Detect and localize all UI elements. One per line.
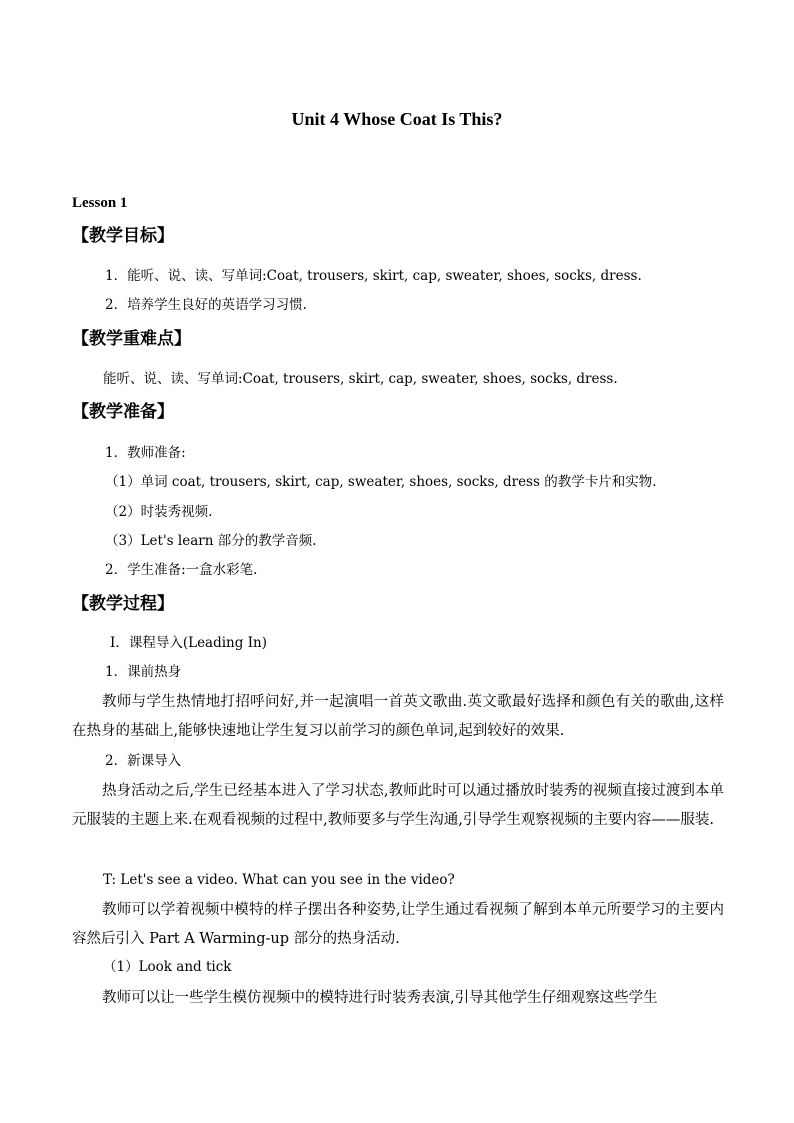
heading-preparation: 【教学准备】 <box>72 402 174 422</box>
heading-key-points: 【教学重难点】 <box>72 329 191 349</box>
new-lesson-label: 2．新课导入 <box>105 753 182 769</box>
warmup-label: 1．课前热身 <box>105 664 182 680</box>
process-part-1: Ⅰ．课程导入(Leading In) <box>110 635 267 651</box>
key-points-text: 能听、说、读、写单词:Coat, trousers, skirt, cap, sweater, shoes, socks, dress. <box>103 371 618 387</box>
lesson-label: Lesson 1 <box>72 195 128 211</box>
preparation-line-4: （3）Let's learn 部分的教学音频. <box>105 533 317 549</box>
heading-process: 【教学过程】 <box>72 594 174 614</box>
preparation-line-2: （1）单词 coat, trousers, skirt, cap, sweater, shoes, socks, dress 的教学卡片和实物. <box>105 474 657 490</box>
objective-item-1: 1．能听、说、读、写单词:Coat, trousers, skirt, cap, sweater, shoes, socks, dress. <box>105 268 642 284</box>
preparation-line-3: （2）时装秀视频. <box>105 504 213 520</box>
preparation-line-5: 2．学生准备:一盒水彩笔. <box>105 562 258 578</box>
look-and-tick-label: （1）Look and tick <box>103 959 232 975</box>
document-title: Unit 4 Whose Coat Is This? <box>291 109 503 129</box>
preparation-line-1: 1．教师准备: <box>105 445 186 461</box>
model-paragraph: 教师可以学着视频中模特的样子摆出各种姿势,让学生通过看视频了解到本单元所要学习的主要内容然后引入 Part A Warming-up 部分的热身活动. <box>72 902 724 947</box>
last-paragraph: 教师可以让一些学生模仿视频中的模特进行时装秀表演,引导其他学生仔细观察这些学生 <box>102 990 658 1006</box>
heading-objectives: 【教学目标】 <box>72 226 174 246</box>
teacher-dialogue: T: Let's see a video. What can you see in the video? <box>103 872 455 888</box>
new-lesson-paragraph: 热身活动之后,学生已经基本进入了学习状态,教师此时可以通过播放时装秀的视频直接过渡到本单元服装的主题上来.在观看视频的过程中,教师要多与学生沟通,引导学生观察视频的主要内容——服装. <box>72 783 724 828</box>
warmup-paragraph: 教师与学生热情地打招呼问好,并一起演唱一首英文歌曲.英文歌最好选择和颜色有关的歌曲,这样在热身的基础上,能够快速地让学生复习以前学习的颜色单词,起到较好的效果. <box>72 694 724 739</box>
objective-item-2: 2．培养学生良好的英语学习习惯. <box>105 297 307 313</box>
